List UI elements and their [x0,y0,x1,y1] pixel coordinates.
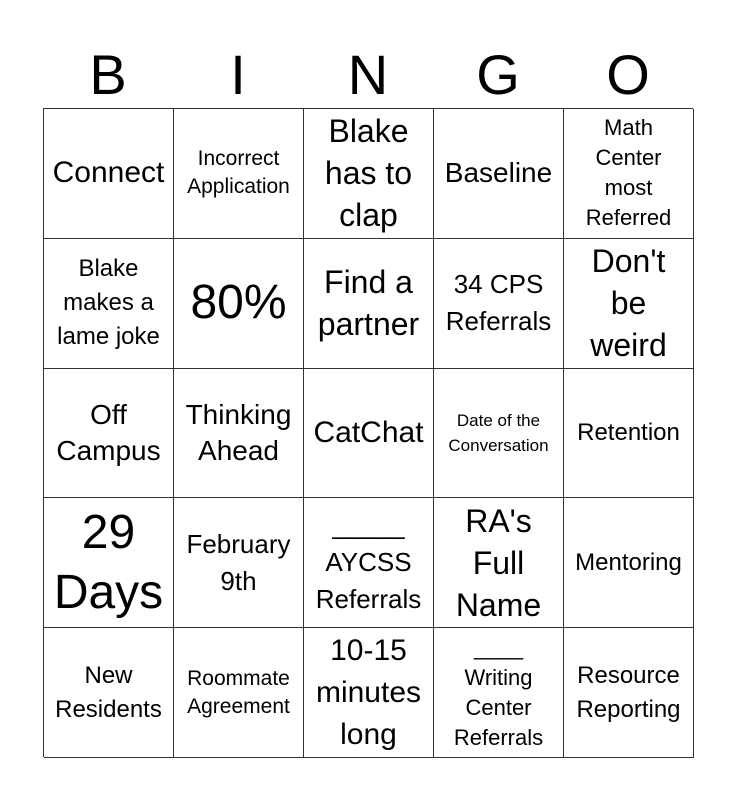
bingo-cell[interactable] [304,628,434,758]
bingo-cell[interactable] [174,498,304,628]
header-letter-i: I [230,43,246,106]
header-letter-o: O [606,43,650,106]
cell-text: CatChat [313,415,424,449]
cell-text: Retention [577,418,680,446]
cell-text: Mentoring [575,548,682,576]
cell-text: RA's Full Name [455,502,542,623]
bingo-cell[interactable] [174,628,304,758]
bingo-cell[interactable] [174,369,304,499]
header-letter-g: G [476,43,520,106]
cell-text: 29 Days [53,505,164,619]
bingo-cell[interactable] [304,369,434,499]
bingo-cell[interactable] [44,628,174,758]
bingo-cell[interactable] [304,239,434,369]
cell-text: 10-15 minutes long [315,633,422,751]
cell-text: Connect [52,156,165,190]
cell-text: Roommate Agreement [187,666,290,718]
cell-text: Incorrect Application [187,147,290,199]
bingo-cell[interactable] [564,109,694,239]
cell-text: Baseline [444,157,553,189]
bingo-cell[interactable] [434,109,564,239]
bingo-header [43,44,693,106]
cell-text: New Residents [55,661,162,723]
header-letter-b: B [89,43,127,106]
cell-text: Find a partner [317,264,420,343]
bingo-cell[interactable] [44,498,174,628]
cell-text: 34 CPS Referrals [445,269,552,337]
bingo-cell[interactable] [564,369,694,499]
bingo-cell[interactable] [304,498,434,628]
bingo-cell[interactable] [44,109,174,239]
cell-text: Blake makes a lame joke [57,255,160,351]
cell-text: _____ AYCSS Referrals [315,510,422,615]
bingo-cell[interactable] [564,239,694,369]
bingo-cell[interactable] [174,109,304,239]
cell-text: Don't be weird [590,243,667,364]
cell-text: Date of the Conversation [448,410,549,455]
bingo-cell[interactable] [434,239,564,369]
cell-text: Math Center most Referred [585,115,672,231]
bingo-cell[interactable] [44,369,174,499]
bingo-cell[interactable] [564,628,694,758]
bingo-cell[interactable] [174,239,304,369]
cell-text: Thinking Ahead [185,398,292,466]
bingo-cell[interactable] [44,239,174,369]
bingo-grid [43,108,693,757]
header-letter-n: N [347,43,389,106]
bingo-cell[interactable] [434,498,564,628]
bingo-cell[interactable] [434,628,564,758]
bingo-cell[interactable] [564,498,694,628]
cell-text: Resource Reporting [576,661,681,723]
bingo-cell[interactable] [434,369,564,499]
cell-text: ____ Writing Center Referrals [453,634,544,750]
cell-text: 80% [190,276,287,330]
cell-text: February 9th [186,528,291,596]
cell-text: Blake has to clap [324,113,413,234]
cell-text: Off Campus [56,398,161,466]
bingo-cell[interactable] [304,109,434,239]
